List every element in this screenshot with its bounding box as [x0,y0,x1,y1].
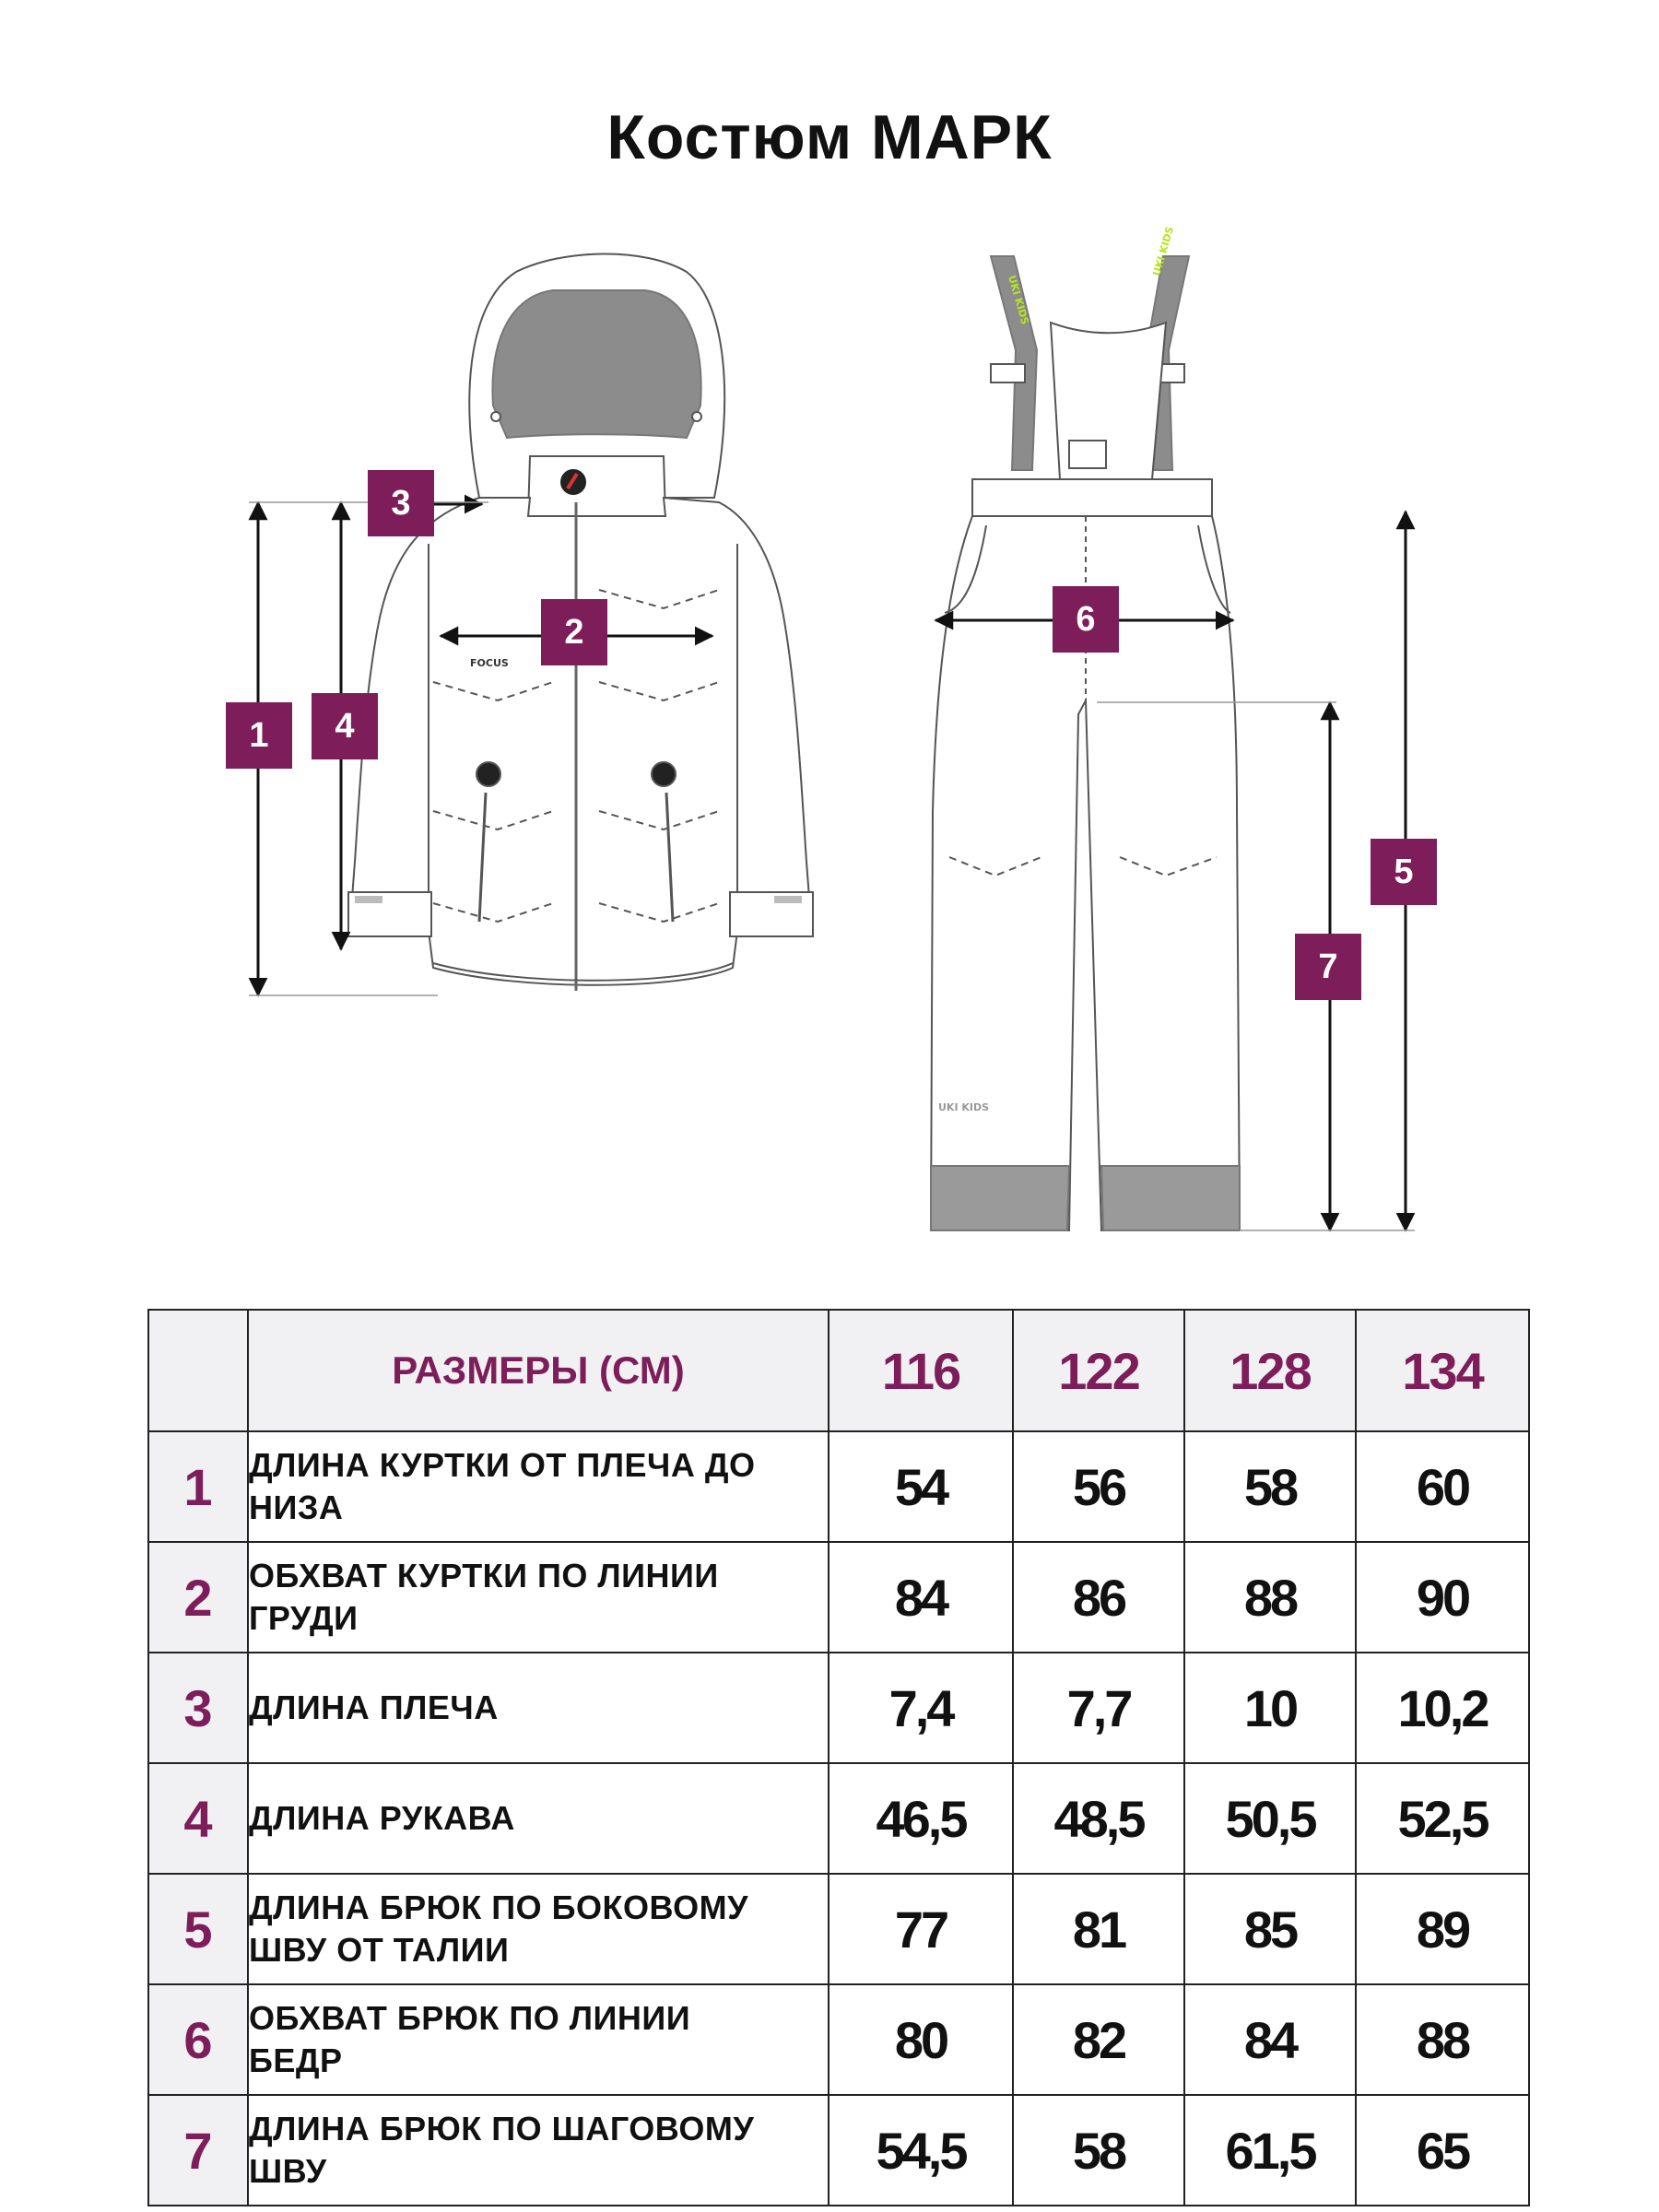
measurement-value: 60 [1356,1431,1529,1542]
measurement-label: ДЛИНА БРЮК ПО ШАГОВОМУ ШВУ [249,2110,755,2190]
badge-6 [1053,586,1119,653]
measurement-value: 7,7 [1013,1653,1184,1763]
page-title: Костюм МАРК [606,102,1053,172]
svg-text:1: 1 [249,716,269,755]
size-header-cell: 116 [829,1310,1013,1431]
measurement-value: 86 [1013,1542,1184,1653]
size-table [147,1309,1530,2206]
jacket-print-text: FOCUS [470,657,509,669]
measurement-value: 88 [1184,1542,1356,1653]
measurement-label: ДЛИНА ПЛЕЧА [249,1688,499,1726]
table-row [148,1984,1529,2095]
row-number: 6 [183,2010,213,2069]
table-row [148,1763,1529,1874]
measurement-label: ДЛИНА КУРТКИ ОТ ПЛЕЧА ДО НИЗА [249,1446,756,1526]
measurement-label: ДЛИНА РУКАВА [249,1799,515,1837]
measurement-value: 46,5 [829,1763,1013,1874]
measurement-value: 82 [1013,1984,1184,2095]
measurement-value: 48,5 [1013,1763,1184,1874]
row-number: 4 [183,1789,213,1848]
size-header-cell: 134 [1356,1310,1529,1431]
measurement-label: ОБХВАТ БРЮК ПО ЛИНИИ БЕДР [249,1999,691,2079]
badge-2 [541,599,607,665]
svg-text:5: 5 [1394,853,1414,891]
measurement-value: 90 [1356,1542,1529,1653]
pants-waistband [972,479,1212,516]
measurement-value: 81 [1013,1874,1184,1984]
pants-bib [1051,323,1166,479]
size-header-cell: 128 [1184,1310,1356,1431]
badge-5 [1371,839,1437,905]
row-number: 3 [183,1678,213,1737]
measurement-value: 65 [1356,2095,1529,2206]
measurement-value: 58 [1184,1431,1356,1542]
badge-4 [312,693,378,759]
strap-print-left: UKI KIDS [1006,274,1031,326]
measurement-value: 56 [1013,1431,1184,1542]
table-row [148,1542,1529,1653]
badge-3 [368,470,434,536]
row-number: 1 [183,1457,213,1516]
pants-leg-print: UKI KIDS [938,1101,990,1113]
measurement-value: 54 [829,1431,1013,1542]
size-header-cell: 122 [1013,1310,1184,1431]
svg-text:7: 7 [1318,947,1338,986]
measurement-value: 58 [1013,2095,1184,2206]
badge-1 [226,702,292,769]
row-number: 5 [183,1900,213,1959]
measurement-value: 10,2 [1356,1653,1529,1763]
measurement-value: 7,4 [829,1653,1013,1763]
measurement-value: 85 [1184,1874,1356,1984]
svg-text:6: 6 [1076,600,1096,639]
measurement-value: 88 [1356,1984,1529,2095]
pants-drawing [931,256,1240,1230]
header-corner-cell [148,1310,248,1431]
measurement-label: ОБХВАТ КУРТКИ ПО ЛИНИИ ГРУДИ [249,1557,719,1637]
table-row [148,2095,1529,2206]
table-row [148,1653,1529,1763]
measurement-value: 10 [1184,1653,1356,1763]
hood-lining [492,290,700,438]
svg-text:2: 2 [564,613,584,652]
table-row [148,1874,1529,1984]
table-row [148,1431,1529,1542]
badge-7 [1295,934,1361,1000]
strap-print-right: UKI KIDS [1150,225,1177,277]
measurement-value: 84 [829,1542,1013,1653]
row-number: 7 [183,2121,213,2180]
measurement-value: 84 [1184,1984,1356,2095]
measurement-label: ДЛИНА БРЮК ПО БОКОВОМУ ШВУ ОТ ТАЛИИ [249,1888,748,1969]
measurement-value: 52,5 [1356,1763,1529,1874]
measurement-value: 77 [829,1874,1013,1984]
measurement-value: 80 [829,1984,1013,2095]
sizes-header: РАЗМЕРЫ (СМ) [248,1310,829,1431]
svg-text:3: 3 [391,484,411,523]
measurement-value: 61,5 [1184,2095,1356,2206]
svg-text:4: 4 [335,707,355,746]
measurement-value: 54,5 [829,2095,1013,2206]
measurement-value: 89 [1356,1874,1529,1984]
jacket-collar [528,456,665,516]
measurement-value: 50,5 [1184,1763,1356,1874]
row-number: 2 [183,1568,213,1627]
size-table-header-row [148,1310,1529,1431]
